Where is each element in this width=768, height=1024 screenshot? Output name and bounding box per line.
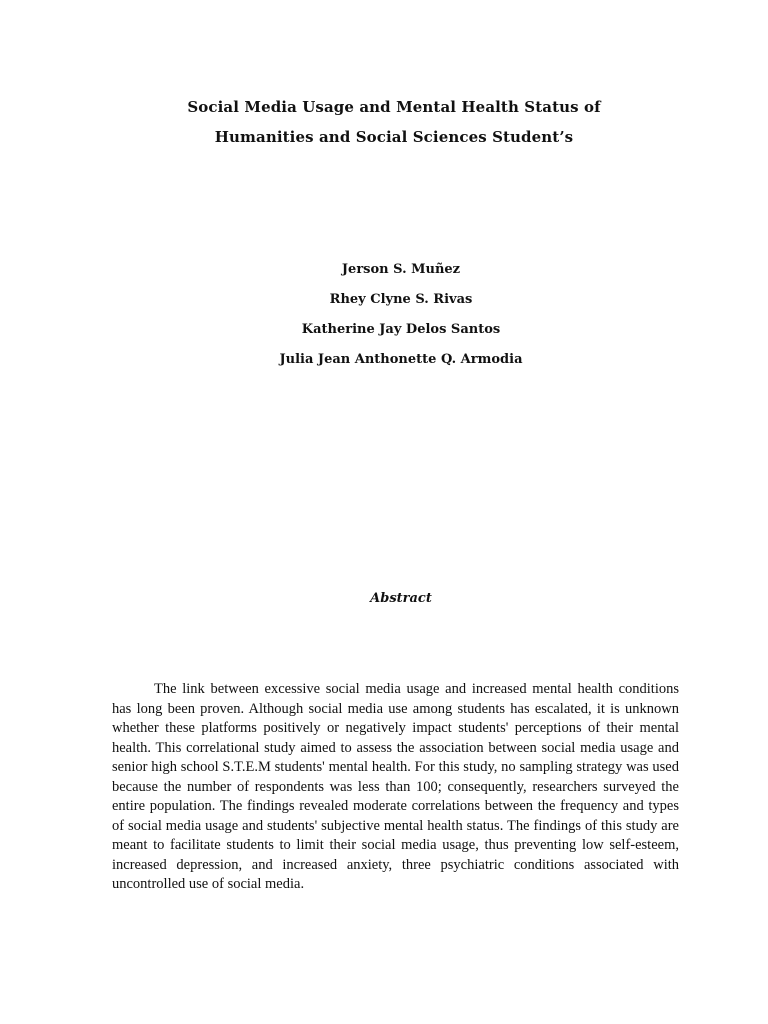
author-name: Julia Jean Anthonette Q. Armodia: [279, 352, 523, 367]
abstract-heading: Abstract: [370, 591, 432, 606]
paper-title-line-1: Social Media Usage and Mental Health Status of: [187, 98, 601, 116]
paper-title: [0, 92, 768, 152]
author-name: Rhey Clyne S. Rivas: [329, 292, 473, 307]
author-list: [0, 255, 768, 375]
paper-title-line-2: Humanities and Social Sciences Student’s: [214, 128, 574, 146]
author-name: Jerson S. Muñez: [341, 262, 461, 277]
author-name: Katherine Jay Delos Santos: [301, 322, 501, 337]
abstract-body: The link between excessive social media usage and increased mental health conditions has long been proven. Although social media use among students has escalated, it is unknown whether these platforms positively or negatively impact students' perceptions of their mental health. This correlational study aimed to assess the association between social media usage and senior high school S.T.E.M students' mental health. For this study, no sampling strategy was used because the number of respondents was less than 100; consequently, researchers surveyed the entire population. The findings revealed moderate correlations between the frequency and types of social media usage and students' subjective mental health status. The findings of this study are meant to facilitate students to limit their social media usage, thus preventing low self-esteem, increased depression, and increased anxiety, three psychiatric conditions associated with uncontrolled use of social media.: [112, 681, 679, 892]
